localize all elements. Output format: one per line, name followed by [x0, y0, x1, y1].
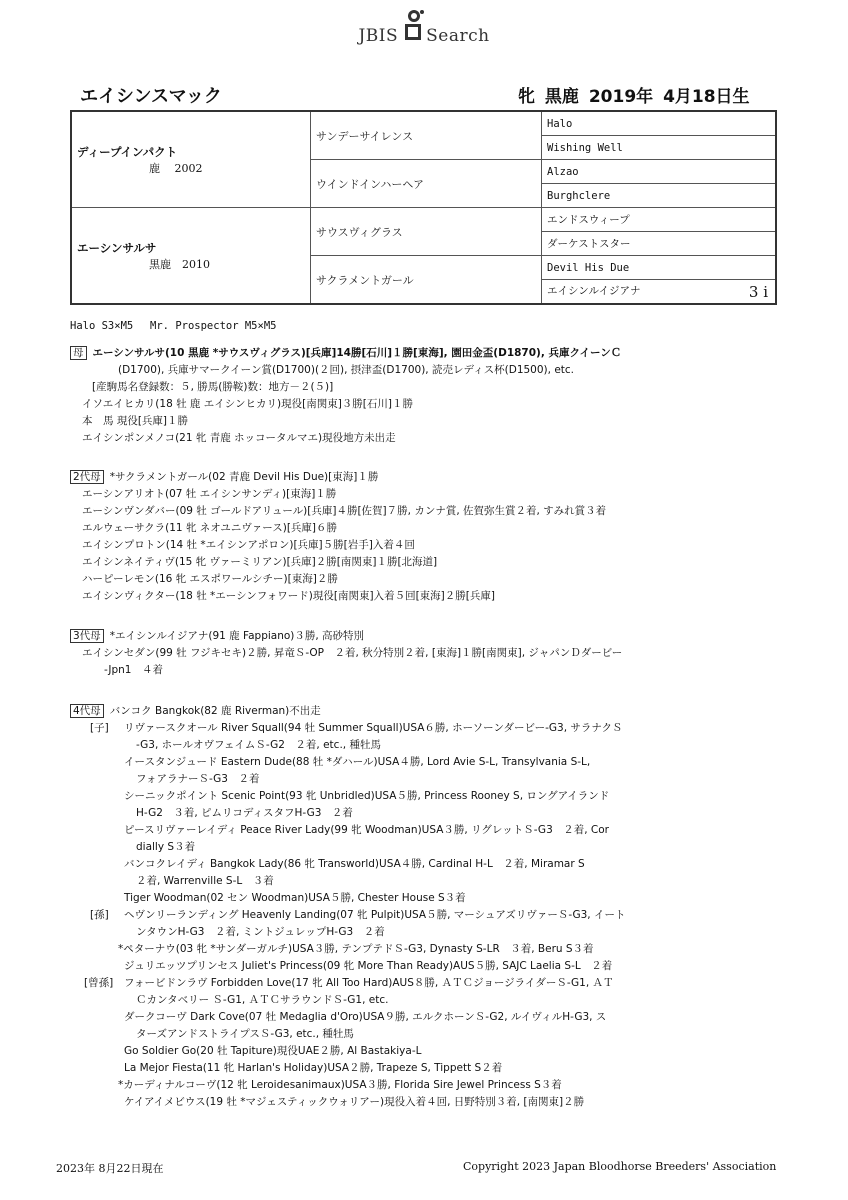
second-dam-line-5: エイシンプロトン(14 牡 *エイシンアポロン)[兵庫]５勝[岩手]入着４回	[82, 539, 415, 551]
jbis-logo	[0, 8, 848, 46]
g3-ancestor-6: ダーケストスター	[542, 232, 777, 256]
fourth-dam-line-18: ダークコーヴ Dark Cove(07 牡 Medaglia d'Oro)USA９勝, エルクホーンＳ-G2, ルイヴィルH-G3, ス	[124, 1011, 607, 1023]
dam-line-3: [産駒馬名登録数：５, 勝馬(勝鞍)数：地方－２(５)]	[92, 381, 334, 393]
second-dam-line-4: エルウェーサクラ(11 牝 ネオユニヴァース)[兵庫]６勝	[82, 522, 338, 534]
fourth-dam-line-2: -G3, ホールオヴフェイムＳ-G2 ２着, etc., 種牡馬	[136, 739, 381, 751]
dam-tag: 母	[70, 346, 87, 360]
dam-section	[70, 345, 770, 447]
fourth-dam-tag: 4代母	[70, 704, 104, 718]
sire-cell	[71, 111, 311, 208]
g3-ancestor-7: Devil His Due	[542, 256, 777, 280]
copyright: Copyright 2023 Japan Bloodhorse Breeders' Association	[463, 1160, 777, 1173]
child-label: [子]	[90, 722, 109, 734]
third-dam-line-3: -Jpn1 ４着	[104, 664, 163, 676]
horse-color: 黒鹿	[544, 87, 579, 107]
dam-name: エーシンサルサ	[77, 240, 157, 255]
fourth-dam-line-22: *カーディナルコーヴ(12 牝 Leroidesanimaux)USA３勝, Florida Sire Jewel Princess S３着	[118, 1079, 562, 1091]
family-badge: 3 i	[748, 282, 768, 301]
second-dam-line-7: ハーピーレモン(16 牝 エスポワールシチー)[東海]２勝	[82, 573, 338, 585]
fourth-dam-line-5: シーニックポイント Scenic Point(93 牝 Unbridled)USA５勝, Princess Rooney S, ロングアイランド	[124, 790, 610, 802]
fourth-dam-line-23: ケイアイメビウス(19 牡 *マジェスティックウォリアー)現役入着４回, 日野特別３着, [南関東]２勝	[124, 1096, 585, 1108]
fourth-dam-line-21: La Mejor Fiesta(11 牝 Harlan's Holiday)USA２勝, Trapeze S, Tippett S２着	[124, 1062, 503, 1074]
fourth-dam-line-19: ターズアンドストライプスＳ-G3, etc., 種牡馬	[136, 1028, 354, 1040]
third-dam-tag: 3代母	[70, 629, 104, 643]
second-dam-line-2: エーシンアリオト(07 牡 エイシンサンディ)[東海]１勝	[82, 488, 337, 500]
fourth-dam-line-7: ピースリヴァーレイディ Peace River Lady(99 牝 Woodman)USA３勝, リグレットＳ-G3 ２着, Cor	[124, 824, 609, 836]
fourth-dam-head: バンコク Bangkok(82 鹿 Riverman)不出走	[109, 705, 321, 717]
third-dam-line-2: エイシンセダン(99 牡 フジキセキ)２勝, 昇竜Ｓ-OP ２着, 秋分特別２着, [東海]１勝[南関東], ジャパンＤダービー	[82, 647, 623, 659]
as-of-date: 2023年 8月22日現在	[56, 1162, 164, 1175]
fourth-dam-section	[70, 703, 770, 1111]
dam-line-1: エーシンサルサ(10 黒鹿 *サウスヴィグラス)[兵庫]14勝[石川]１勝[東海], 園田金盃(D1870), 兵庫クイーンＣ	[92, 347, 622, 359]
g3-ancestor-8: エイシンルイジアナ	[547, 284, 641, 297]
great-grandchild-label: [曾孫]	[84, 977, 114, 989]
g3-ancestor-1: Halo	[542, 111, 777, 136]
dam-line-6: エイシンポンメノコ(21 牝 青鹿 ホッコータルマエ)現役地方未出走	[82, 432, 396, 444]
dam-cell	[71, 208, 311, 305]
fourth-dam-line-12: ヘヴンリーランディング Heavenly Landing(07 牝 Pulpit)USA５勝, マーシュアズリヴァーＳ-G3, イート	[124, 909, 626, 921]
second-dam-line-6: エイシンネイティヴ(15 牝 ヴァーミリアン)[兵庫]２勝[南関東]１勝[北海道]	[82, 556, 438, 568]
pedigree-table	[70, 110, 777, 305]
second-dam-line-8: エイシンヴィクター(18 牡 *エーシンフォワード)現役[南関東]入着５回[東海]２勝[兵庫]	[82, 590, 495, 602]
logo-left-text: JBIS	[358, 26, 399, 46]
horse-profile	[518, 82, 750, 107]
second-dam-tag: 2代母	[70, 470, 104, 484]
third-dam-section	[70, 628, 770, 679]
fourth-dam-line-3: イースタンジュード Eastern Dude(88 牡 *ダハール)USA４勝, Lord Avie S-L, Transylvania S-L,	[124, 756, 591, 768]
second-dam-section	[70, 469, 770, 605]
fourth-dam-line-10: ２着, Warrenville S-L ３着	[136, 875, 274, 887]
fourth-dam-line-13: ンタウンH-G3 ２着, ミントジュレップH-G3 ２着	[136, 926, 385, 938]
sire-name: ディープインパクト	[77, 144, 178, 159]
sire-sire: サンデーサイレンス	[311, 111, 542, 160]
dam-detail: 黒鹿 2010	[149, 257, 210, 271]
sire-dam: ウインドインハーヘア	[311, 160, 542, 208]
inbreeding-note: Halo S3×M5 Mr. Prospector M5×M5	[70, 320, 277, 332]
fourth-dam-line-20: Go Soldier Go(20 牡 Tapiture)現役UAE２勝, Al Bastakiya-L	[124, 1045, 422, 1057]
fourth-dam-line-11: Tiger Woodman(02 セン Woodman)USA５勝, Chester House S３着	[124, 892, 466, 904]
fourth-dam-line-14: *ペターナウ(03 牝 *サンダーガルチ)USA３勝, テンプテドＳ-G3, Dynasty S-LR ３着, Beru S３着	[118, 943, 594, 955]
g3-ancestor-4: Burghclere	[542, 184, 777, 208]
dam-line-2: (D1700), 兵庫サマークイーン賞(D1700)(２回), 摂津盃(D1700), 読売レディス杯(D1500), etc.	[118, 364, 575, 376]
fourth-dam-line-8: dially S３着	[136, 841, 196, 853]
logo-right-text: Search	[426, 26, 490, 46]
fourth-dam-line-16: フォービドンラヴ Forbidden Love(17 牝 All Too Hard)AUS８勝, ＡＴＣジョージライダーＳ-G1, ＡＴ	[124, 977, 614, 989]
g3-ancestor-8-cell	[542, 280, 777, 305]
third-dam-line-1: *エイシンルイジアナ(91 鹿 Fappiano)３勝, 高砂特別	[109, 630, 365, 642]
fourth-dam-line-6: H-G2 ３着, ピムリコディスタフH-G3 ２着	[136, 807, 353, 819]
fourth-dam-line-17: Ｃカンタベリー Ｓ-G1, ＡＴＣサラウンドＳ-G1, etc.	[136, 994, 389, 1006]
grandchild-label: [孫]	[90, 909, 109, 921]
dam-dam: サクラメントガール	[311, 256, 542, 305]
g3-ancestor-2: Wishing Well	[542, 136, 777, 160]
dam-line-5: 本 馬 現役[兵庫]１勝	[82, 415, 189, 427]
sire-detail: 鹿 2002	[149, 161, 203, 175]
dam-line-4: イソエイヒカリ(18 牡 鹿 エイシンヒカリ)現役[南関東]３勝[石川]１勝	[82, 398, 413, 410]
second-dam-line-3: エーシンヴンダバー(09 牡 ゴールドアリュール)[兵庫]４勝[佐賀]７勝, カンナ賞, 佐賀弥生賞２着, すみれ賞３着	[82, 505, 607, 517]
horse-sex: 牝	[518, 87, 535, 107]
horse-name: エイシンスマック	[80, 86, 222, 107]
horse-birthdate: 2019年 4月18日生	[588, 87, 750, 107]
dam-sire: サウスヴィグラス	[311, 208, 542, 256]
second-dam-line-1: *サクラメントガール(02 青鹿 Devil His Due)[東海]１勝	[109, 471, 379, 483]
fourth-dam-line-9: バンコクレイディ Bangkok Lady(86 牝 Transworld)USA４勝, Cardinal H-L ２着, Miramar S	[124, 858, 585, 870]
fourth-dam-line-15: ジュリエッツプリンセス Juliet's Princess(09 牝 More Than Ready)AUS５勝, SAJC Laelia S-L ２着	[124, 960, 613, 972]
g3-ancestor-5: エンドスウィープ	[542, 208, 777, 232]
fourth-dam-line-4: フォアラナーＳ-G3 ２着	[136, 773, 260, 785]
fourth-dam-line-1: リヴァースクオール River Squall(94 牡 Summer Squall)USA６勝, ホーソーンダービー-G3, サラナクＳ	[124, 722, 623, 734]
g3-ancestor-3: Alzao	[542, 160, 777, 184]
rider-icon	[399, 8, 425, 46]
